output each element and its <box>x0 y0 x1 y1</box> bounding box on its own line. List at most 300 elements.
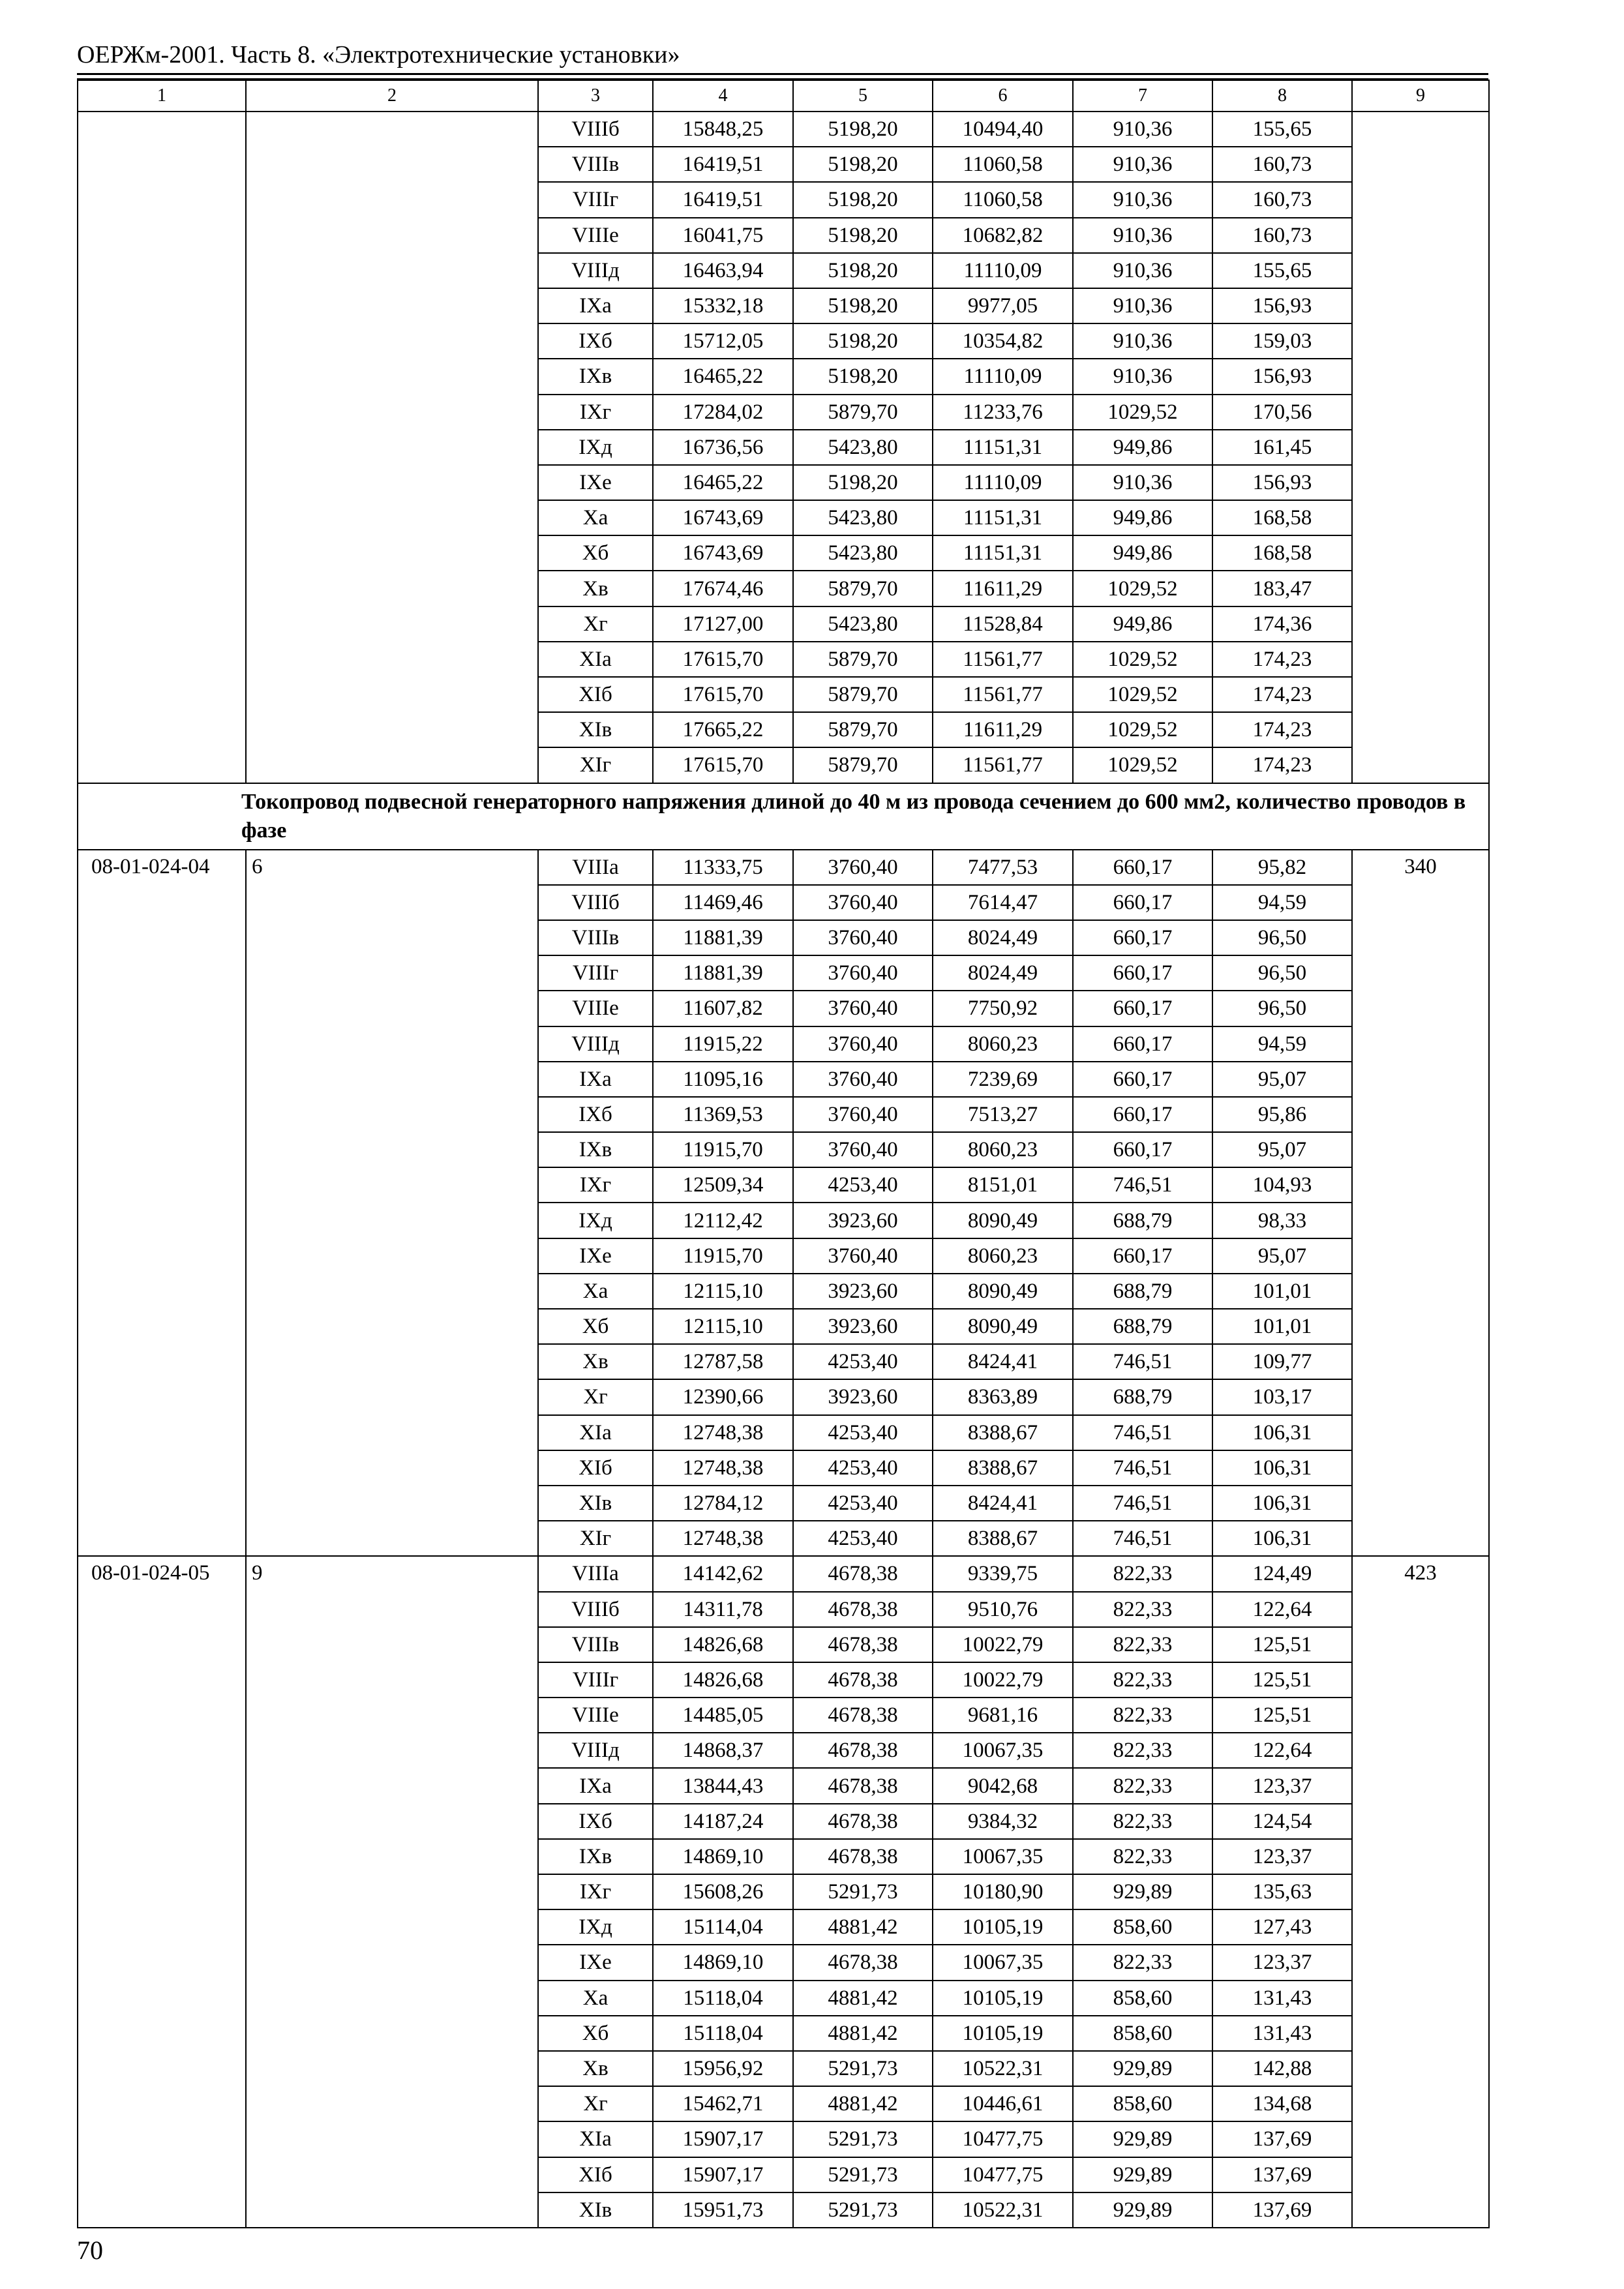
cell-category: VIIIг <box>538 1662 653 1698</box>
cell-value: 8090,49 <box>933 1274 1073 1309</box>
cell-value: 5198,20 <box>793 218 933 253</box>
cell-value: 15114,04 <box>653 1909 793 1945</box>
cell-value: 4881,42 <box>793 2016 933 2051</box>
cell-value: 15956,92 <box>653 2051 793 2086</box>
cell-category: VIIIв <box>538 1627 653 1662</box>
cell-category: VIIIд <box>538 1026 653 1062</box>
cell-value: 822,33 <box>1073 1839 1212 1874</box>
cell-value: 8090,49 <box>933 1203 1073 1238</box>
cell-value: 660,17 <box>1073 991 1212 1026</box>
cell-note-empty <box>246 112 538 783</box>
cell-value: 5198,20 <box>793 359 933 394</box>
cell-value: 4253,40 <box>793 1521 933 1556</box>
cell-value: 3760,40 <box>793 1132 933 1167</box>
section-title-cell <box>78 783 1489 850</box>
section-title-row <box>78 783 1489 850</box>
cell-value: 12748,38 <box>653 1521 793 1556</box>
cell-value: 660,17 <box>1073 1238 1212 1274</box>
cell-value: 101,01 <box>1212 1309 1352 1344</box>
cell-category: VIIIб <box>538 1592 653 1627</box>
cell-value: 5198,20 <box>793 147 933 182</box>
cell-value: 7477,53 <box>933 850 1073 885</box>
table-row <box>78 112 1489 147</box>
cell-value: 8151,01 <box>933 1167 1073 1203</box>
cell-value: 11915,70 <box>653 1238 793 1274</box>
cell-value: 4678,38 <box>793 1768 933 1803</box>
cell-value: 15118,04 <box>653 2016 793 2051</box>
cell-value: 9384,32 <box>933 1804 1073 1839</box>
cell-value: 137,69 <box>1212 2192 1352 2228</box>
cell-value: 10022,79 <box>933 1662 1073 1698</box>
cell-category: VIIIе <box>538 1698 653 1733</box>
cell-category: VIIIг <box>538 182 653 217</box>
cell-category: Xб <box>538 535 653 571</box>
cell-value: 17615,70 <box>653 677 793 712</box>
cell-value: 124,54 <box>1212 1804 1352 1839</box>
cell-value: 14869,10 <box>653 1839 793 1874</box>
cell-value: 10477,75 <box>933 2157 1073 2192</box>
cell-value: 9977,05 <box>933 288 1073 323</box>
cell-category: VIIIе <box>538 991 653 1026</box>
cell-value: 3923,60 <box>793 1379 933 1414</box>
cell-value: 159,03 <box>1212 323 1352 359</box>
cell-value: 5423,80 <box>793 500 933 535</box>
cell-value: 17284,02 <box>653 395 793 430</box>
column-number: 8 <box>1212 80 1352 112</box>
cell-value: 15608,26 <box>653 1874 793 1909</box>
cell-category: IXа <box>538 1062 653 1097</box>
column-number: 4 <box>653 80 793 112</box>
cell-value: 106,31 <box>1212 1521 1352 1556</box>
cell-category: XIб <box>538 677 653 712</box>
cell-category: VIIIе <box>538 218 653 253</box>
cell-value: 95,07 <box>1212 1132 1352 1167</box>
cell-value: 11110,09 <box>933 359 1073 394</box>
cell-value: 5423,80 <box>793 606 933 642</box>
cell-value: 17674,46 <box>653 571 793 606</box>
cell-category: Xб <box>538 1309 653 1344</box>
cell-value: 174,23 <box>1212 677 1352 712</box>
cell-value: 103,17 <box>1212 1379 1352 1414</box>
cell-value: 5879,70 <box>793 571 933 606</box>
cell-value: 15118,04 <box>653 1981 793 2016</box>
cell-value: 94,59 <box>1212 1026 1352 1062</box>
cell-value: 137,69 <box>1212 2121 1352 2157</box>
cell-value: 910,36 <box>1073 359 1212 394</box>
cell-value: 660,17 <box>1073 920 1212 955</box>
cell-value: 11333,75 <box>653 850 793 885</box>
cell-category: IXб <box>538 1097 653 1132</box>
cell-value: 14826,68 <box>653 1662 793 1698</box>
cell-code: 08-01-024-05 <box>78 1556 246 2228</box>
cell-value: 3923,60 <box>793 1309 933 1344</box>
cell-value: 660,17 <box>1073 885 1212 920</box>
cell-value: 174,23 <box>1212 747 1352 783</box>
cell-value: 858,60 <box>1073 1981 1212 2016</box>
cell-category: XIа <box>538 2121 653 2157</box>
cell-value: 822,33 <box>1073 1592 1212 1627</box>
cell-value: 96,50 <box>1212 955 1352 991</box>
cell-value: 5291,73 <box>793 1874 933 1909</box>
cell-value: 11611,29 <box>933 712 1073 747</box>
cell-value: 3760,40 <box>793 1238 933 1274</box>
cell-category: VIIIв <box>538 920 653 955</box>
cell-category: Xа <box>538 500 653 535</box>
cell-value: 8090,49 <box>933 1309 1073 1344</box>
cell-value: 155,65 <box>1212 253 1352 288</box>
cell-value: 5198,20 <box>793 112 933 147</box>
cell-value: 124,49 <box>1212 1556 1352 1591</box>
cell-category: VIIIа <box>538 1556 653 1591</box>
cell-value: 156,93 <box>1212 359 1352 394</box>
price-table <box>77 80 1490 2228</box>
cell-category: Xв <box>538 1344 653 1379</box>
cell-value: 12787,58 <box>653 1344 793 1379</box>
cell-value: 910,36 <box>1073 323 1212 359</box>
cell-value: 822,33 <box>1073 1733 1212 1768</box>
cell-category: XIв <box>538 1486 653 1521</box>
cell-value: 16463,94 <box>653 253 793 288</box>
cell-value: 9681,16 <box>933 1698 1073 1733</box>
cell-value: 11110,09 <box>933 465 1073 500</box>
cell-value: 12115,10 <box>653 1309 793 1344</box>
cell-value: 12748,38 <box>653 1450 793 1486</box>
cell-value: 688,79 <box>1073 1309 1212 1344</box>
column-number: 2 <box>246 80 538 112</box>
cell-value: 160,73 <box>1212 147 1352 182</box>
column-number: 6 <box>933 80 1073 112</box>
cell-value: 10354,82 <box>933 323 1073 359</box>
cell-value: 14142,62 <box>653 1556 793 1591</box>
cell-value: 5291,73 <box>793 2121 933 2157</box>
cell-value: 8060,23 <box>933 1026 1073 1062</box>
cell-category: VIIIа <box>538 850 653 885</box>
cell-value: 5879,70 <box>793 395 933 430</box>
cell-value: 3760,40 <box>793 991 933 1026</box>
table-row <box>78 1556 1489 1591</box>
cell-value: 16419,51 <box>653 147 793 182</box>
cell-value: 746,51 <box>1073 1344 1212 1379</box>
cell-value: 910,36 <box>1073 112 1212 147</box>
cell-value: 11095,16 <box>653 1062 793 1097</box>
cell-value: 123,37 <box>1212 1768 1352 1803</box>
cell-value: 10494,40 <box>933 112 1073 147</box>
cell-value: 12509,34 <box>653 1167 793 1203</box>
cell-value: 5879,70 <box>793 712 933 747</box>
cell-category: IXг <box>538 1874 653 1909</box>
cell-value: 11611,29 <box>933 571 1073 606</box>
cell-value: 5198,20 <box>793 288 933 323</box>
cell-value: 910,36 <box>1073 465 1212 500</box>
cell-value: 8388,67 <box>933 1415 1073 1450</box>
cell-value: 10022,79 <box>933 1627 1073 1662</box>
cell-value: 11607,82 <box>653 991 793 1026</box>
cell-value: 929,89 <box>1073 2192 1212 2228</box>
cell-value: 125,51 <box>1212 1698 1352 1733</box>
cell-value: 10522,31 <box>933 2051 1073 2086</box>
table-body <box>78 80 1489 2228</box>
cell-value: 160,73 <box>1212 218 1352 253</box>
cell-value: 688,79 <box>1073 1203 1212 1238</box>
cell-value: 4678,38 <box>793 1945 933 1980</box>
cell-value: 5879,70 <box>793 747 933 783</box>
cell-value: 11110,09 <box>933 253 1073 288</box>
cell-value: 12748,38 <box>653 1415 793 1450</box>
cell-value: 131,43 <box>1212 1981 1352 2016</box>
page-header: ОЕРЖм-2001. Часть 8. «Электротехнические установки» <box>77 41 680 68</box>
cell-value: 15907,17 <box>653 2157 793 2192</box>
cell-value: 660,17 <box>1073 1132 1212 1167</box>
cell-value: 10477,75 <box>933 2121 1073 2157</box>
cell-value: 131,43 <box>1212 2016 1352 2051</box>
cell-value: 109,77 <box>1212 1344 1352 1379</box>
cell-category: IXд <box>538 1909 653 1945</box>
cell-value: 122,64 <box>1212 1592 1352 1627</box>
cell-value: 13844,43 <box>653 1768 793 1803</box>
cell-note: 6 <box>246 850 538 1557</box>
cell-value: 11060,58 <box>933 182 1073 217</box>
cell-value: 9510,76 <box>933 1592 1073 1627</box>
cell-value: 822,33 <box>1073 1662 1212 1698</box>
section-title-indent <box>78 784 241 849</box>
cell-category: Xа <box>538 1981 653 2016</box>
cell-value: 7239,69 <box>933 1062 1073 1097</box>
cell-value: 660,17 <box>1073 955 1212 991</box>
cell-value: 96,50 <box>1212 991 1352 1026</box>
cell-value: 4678,38 <box>793 1592 933 1627</box>
cell-limit: 340 <box>1352 850 1489 1557</box>
cell-value: 11151,31 <box>933 430 1073 465</box>
cell-value: 858,60 <box>1073 2086 1212 2121</box>
cell-value: 4881,42 <box>793 2086 933 2121</box>
cell-value: 14826,68 <box>653 1627 793 1662</box>
cell-value: 12112,42 <box>653 1203 793 1238</box>
cell-value: 170,56 <box>1212 395 1352 430</box>
cell-value: 9339,75 <box>933 1556 1073 1591</box>
cell-value: 949,86 <box>1073 535 1212 571</box>
cell-value: 5423,80 <box>793 535 933 571</box>
cell-value: 137,69 <box>1212 2157 1352 2192</box>
cell-value: 746,51 <box>1073 1486 1212 1521</box>
cell-value: 822,33 <box>1073 1945 1212 1980</box>
cell-value: 10682,82 <box>933 218 1073 253</box>
cell-value: 123,37 <box>1212 1945 1352 1980</box>
cell-value: 8388,67 <box>933 1521 1073 1556</box>
cell-value: 10067,35 <box>933 1945 1073 1980</box>
cell-value: 15951,73 <box>653 2192 793 2228</box>
cell-value: 12784,12 <box>653 1486 793 1521</box>
section-title: Токопровод подвесной генераторного напряжения длиной до 40 м из провода сечением до 600 мм2, количество проводов в фазе <box>241 789 1466 843</box>
cell-value: 929,89 <box>1073 2051 1212 2086</box>
column-number: 5 <box>793 80 933 112</box>
cell-value: 127,43 <box>1212 1909 1352 1945</box>
cell-value: 3760,40 <box>793 955 933 991</box>
cell-value: 155,65 <box>1212 112 1352 147</box>
cell-category: VIIIб <box>538 885 653 920</box>
cell-category: IXб <box>538 1804 653 1839</box>
cell-category: XIб <box>538 1450 653 1486</box>
cell-value: 7614,47 <box>933 885 1073 920</box>
cell-limit: 423 <box>1352 1556 1489 2228</box>
cell-value: 16743,69 <box>653 500 793 535</box>
cell-category: IXг <box>538 1167 653 1203</box>
cell-value: 5879,70 <box>793 642 933 677</box>
cell-value: 10522,31 <box>933 2192 1073 2228</box>
cell-value: 1029,52 <box>1073 747 1212 783</box>
cell-value: 174,23 <box>1212 642 1352 677</box>
column-number: 1 <box>78 80 246 112</box>
cell-value: 660,17 <box>1073 1026 1212 1062</box>
cell-value: 11369,53 <box>653 1097 793 1132</box>
cell-value: 98,33 <box>1212 1203 1352 1238</box>
cell-value: 16465,22 <box>653 359 793 394</box>
cell-value: 910,36 <box>1073 218 1212 253</box>
cell-category: Xа <box>538 1274 653 1309</box>
cell-value: 822,33 <box>1073 1698 1212 1733</box>
cell-value: 161,45 <box>1212 430 1352 465</box>
cell-value: 4253,40 <box>793 1344 933 1379</box>
cell-value: 8363,89 <box>933 1379 1073 1414</box>
cell-value: 5198,20 <box>793 465 933 500</box>
cell-value: 910,36 <box>1073 182 1212 217</box>
cell-value: 746,51 <box>1073 1450 1212 1486</box>
cell-value: 16041,75 <box>653 218 793 253</box>
cell-value: 14187,24 <box>653 1804 793 1839</box>
cell-value: 11151,31 <box>933 500 1073 535</box>
cell-category: IXд <box>538 1203 653 1238</box>
cell-category: XIг <box>538 747 653 783</box>
cell-value: 5291,73 <box>793 2157 933 2192</box>
cell-value: 15712,05 <box>653 323 793 359</box>
cell-value: 11233,76 <box>933 395 1073 430</box>
cell-value: 95,07 <box>1212 1238 1352 1274</box>
cell-value: 7513,27 <box>933 1097 1073 1132</box>
cell-value: 9042,68 <box>933 1768 1073 1803</box>
cell-value: 3760,40 <box>793 920 933 955</box>
cell-value: 4881,42 <box>793 1981 933 2016</box>
cell-value: 10067,35 <box>933 1839 1073 1874</box>
cell-value: 4678,38 <box>793 1662 933 1698</box>
cell-value: 822,33 <box>1073 1627 1212 1662</box>
cell-value: 123,37 <box>1212 1839 1352 1874</box>
cell-value: 14485,05 <box>653 1698 793 1733</box>
cell-value: 10067,35 <box>933 1733 1073 1768</box>
cell-category: IXг <box>538 395 653 430</box>
cell-value: 8024,49 <box>933 920 1073 955</box>
cell-value: 94,59 <box>1212 885 1352 920</box>
cell-value: 156,93 <box>1212 288 1352 323</box>
cell-value: 134,68 <box>1212 2086 1352 2121</box>
cell-value: 11561,77 <box>933 642 1073 677</box>
cell-value: 3760,40 <box>793 1062 933 1097</box>
cell-category: Xв <box>538 2051 653 2086</box>
cell-value: 15907,17 <box>653 2121 793 2157</box>
cell-limit-empty <box>1352 112 1489 783</box>
cell-value: 660,17 <box>1073 1097 1212 1132</box>
cell-value: 4253,40 <box>793 1486 933 1521</box>
cell-value: 5879,70 <box>793 677 933 712</box>
cell-value: 15848,25 <box>653 112 793 147</box>
cell-value: 746,51 <box>1073 1167 1212 1203</box>
cell-value: 4678,38 <box>793 1733 933 1768</box>
header-rule <box>77 73 1488 75</box>
cell-value: 11561,77 <box>933 677 1073 712</box>
table-row <box>78 850 1489 885</box>
cell-value: 14869,10 <box>653 1945 793 1980</box>
cell-value: 8060,23 <box>933 1132 1073 1167</box>
cell-value: 15462,71 <box>653 2086 793 2121</box>
cell-value: 1029,52 <box>1073 571 1212 606</box>
cell-value: 14311,78 <box>653 1592 793 1627</box>
cell-category: VIIIв <box>538 147 653 182</box>
cell-value: 746,51 <box>1073 1415 1212 1450</box>
cell-value: 183,47 <box>1212 571 1352 606</box>
cell-value: 95,82 <box>1212 850 1352 885</box>
cell-value: 11915,22 <box>653 1026 793 1062</box>
cell-value: 910,36 <box>1073 147 1212 182</box>
cell-value: 174,36 <box>1212 606 1352 642</box>
cell-category: Xв <box>538 571 653 606</box>
cell-value: 17665,22 <box>653 712 793 747</box>
cell-value: 11561,77 <box>933 747 1073 783</box>
cell-value: 5423,80 <box>793 430 933 465</box>
cell-value: 822,33 <box>1073 1804 1212 1839</box>
cell-value: 125,51 <box>1212 1627 1352 1662</box>
column-number: 9 <box>1352 80 1489 112</box>
cell-value: 10105,19 <box>933 1909 1073 1945</box>
cell-category: Xг <box>538 2086 653 2121</box>
cell-category: IXв <box>538 1132 653 1167</box>
cell-value: 858,60 <box>1073 2016 1212 2051</box>
cell-category: XIа <box>538 1415 653 1450</box>
cell-category: XIв <box>538 2192 653 2228</box>
cell-category: IXв <box>538 359 653 394</box>
cell-value: 10105,19 <box>933 1981 1073 2016</box>
cell-value: 688,79 <box>1073 1274 1212 1309</box>
cell-category: IXб <box>538 323 653 359</box>
cell-value: 7750,92 <box>933 991 1073 1026</box>
cell-value: 4253,40 <box>793 1450 933 1486</box>
cell-value: 4678,38 <box>793 1839 933 1874</box>
cell-value: 929,89 <box>1073 1874 1212 1909</box>
cell-value: 660,17 <box>1073 1062 1212 1097</box>
cell-value: 101,01 <box>1212 1274 1352 1309</box>
cell-value: 746,51 <box>1073 1521 1212 1556</box>
cell-value: 16419,51 <box>653 182 793 217</box>
cell-category: Xг <box>538 606 653 642</box>
cell-value: 156,93 <box>1212 465 1352 500</box>
cell-value: 14868,37 <box>653 1733 793 1768</box>
cell-category: IXа <box>538 1768 653 1803</box>
cell-value: 106,31 <box>1212 1415 1352 1450</box>
cell-value: 8424,41 <box>933 1344 1073 1379</box>
cell-value: 1029,52 <box>1073 642 1212 677</box>
cell-category: IXа <box>538 288 653 323</box>
cell-value: 142,88 <box>1212 2051 1352 2086</box>
cell-value: 949,86 <box>1073 430 1212 465</box>
cell-value: 3760,40 <box>793 1097 933 1132</box>
cell-value: 688,79 <box>1073 1379 1212 1414</box>
cell-value: 11881,39 <box>653 920 793 955</box>
cell-value: 104,93 <box>1212 1167 1352 1203</box>
cell-category: XIб <box>538 2157 653 2192</box>
cell-value: 822,33 <box>1073 1556 1212 1591</box>
cell-value: 3760,40 <box>793 850 933 885</box>
cell-value: 4678,38 <box>793 1698 933 1733</box>
cell-value: 135,63 <box>1212 1874 1352 1909</box>
cell-category: Xг <box>538 1379 653 1414</box>
cell-value: 1029,52 <box>1073 712 1212 747</box>
